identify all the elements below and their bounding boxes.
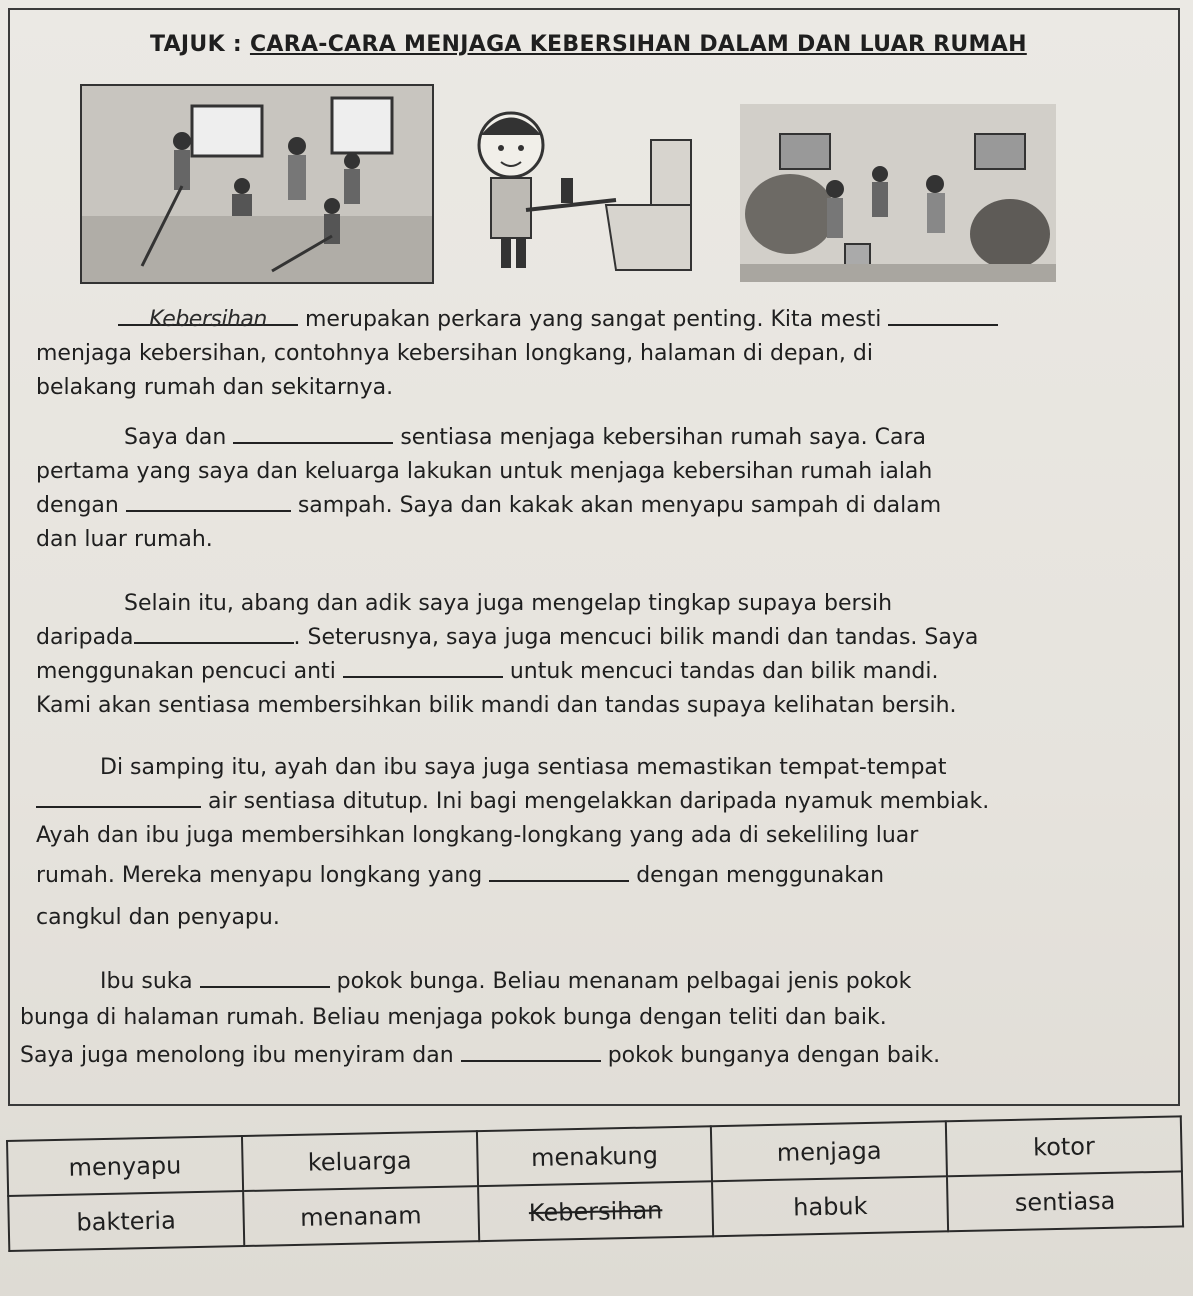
word-bank-cell: habuk	[712, 1176, 948, 1236]
paragraph-2-text-3b: sampah. Saya dan kakak akan menyapu sampah di dalam	[297, 493, 942, 518]
answer-blank-6[interactable]	[343, 654, 503, 678]
paragraph-5-line-2: bunga di halaman rumah. Beliau menjaga pokok bunga dengan teliti dan baik.	[20, 1005, 887, 1030]
paragraph-1-text-1: merupakan perkara yang sangat penting. Kita mesti	[305, 307, 882, 332]
cleaning-classroom-illustration	[80, 84, 434, 284]
paragraph-2-line-3	[36, 488, 941, 524]
paragraph-5-text-1b: pokok bunga. Beliau menanam pelbagai jenis pokok	[336, 969, 912, 994]
paragraph-1-line-2: menjaga kebersihan, contohnya kebersihan longkang, halaman di depan, di	[36, 341, 873, 366]
word-bank-cell: menakung	[477, 1126, 713, 1186]
paragraph-4-text-2: air sentiasa ditutup. Ini bagi mengelakkan daripada nyamuk membiak.	[208, 789, 990, 814]
answer-blank-4[interactable]	[126, 488, 291, 512]
paragraph-3-text-2a: daripada	[36, 625, 134, 650]
paragraph-2-text-1a: Saya dan	[124, 425, 227, 450]
word-bank-cell-crossed: Kebersihan	[478, 1181, 714, 1241]
paragraph-5-line-3	[20, 1038, 940, 1074]
paragraph-2-line-1	[124, 420, 926, 456]
word-bank-cell: sentiasa	[947, 1171, 1183, 1231]
paragraph-4-line-1: Di samping itu, ayah dan ibu saya juga sentiasa memastikan tempat-tempat	[100, 755, 947, 780]
answer-blank-10[interactable]	[461, 1038, 601, 1062]
answer-blank-7[interactable]	[36, 784, 201, 808]
paragraph-2-text-3a: dengan	[36, 493, 119, 518]
answer-blank-1[interactable]	[118, 302, 298, 332]
paragraph-5-line-1	[100, 964, 911, 1000]
paragraph-3-text-3b: untuk mencuci tandas dan bilik mandi.	[509, 659, 939, 684]
paragraph-1-line-3: belakang rumah dan sekitarnya.	[36, 375, 394, 400]
word-bank-cell: menyapu	[7, 1136, 243, 1196]
paragraph-5-text-3a: Saya juga menolong ibu menyiram dan	[20, 1043, 454, 1068]
handwritten-answer: Kebersihan	[149, 307, 267, 332]
paragraph-3-line-4: Kami akan sentiasa membersihkan bilik mandi dan tandas supaya kelihatan bersih.	[36, 693, 957, 718]
paragraph-1-line-1	[118, 302, 998, 338]
word-bank-cell: bakteria	[8, 1191, 244, 1251]
word-bank-cell: menjaga	[711, 1121, 947, 1181]
paragraph-4-line-4	[36, 858, 884, 894]
paragraph-4-line-5: cangkul dan penyapu.	[36, 905, 280, 930]
title-prefix: TAJUK :	[150, 32, 250, 57]
paragraph-4-line-2	[36, 784, 989, 820]
word-bank-cell: kotor	[946, 1116, 1182, 1176]
paragraph-5-text-3b: pokok bunganya dengan baik.	[607, 1043, 941, 1068]
answer-blank-9[interactable]	[200, 964, 330, 988]
answer-blank-8[interactable]	[489, 858, 629, 882]
answer-blank-3[interactable]	[233, 420, 393, 444]
paragraph-5-text-1a: Ibu suka	[100, 969, 193, 994]
worksheet-title	[150, 32, 1027, 57]
boy-cleaning-toilet-illustration	[466, 100, 712, 290]
word-bank-cell: keluarga	[242, 1131, 478, 1191]
paragraph-4-text-4a: rumah. Mereka menyapu longkang yang	[36, 863, 483, 888]
children-gardening-illustration	[740, 104, 1056, 282]
paragraph-4-text-4b: dengan menggunakan	[636, 863, 885, 888]
paragraph-3-line-1: Selain itu, abang dan adik saya juga mengelap tingkap supaya bersih	[124, 591, 893, 616]
answer-blank-5[interactable]	[134, 620, 294, 644]
paragraph-2-line-4: dan luar rumah.	[36, 527, 213, 552]
paragraph-3-line-2	[36, 620, 978, 656]
title-text: CARA-CARA MENJAGA KEBERSIHAN DALAM DAN LUAR RUMAH	[249, 32, 1027, 57]
paragraph-3-text-3a: menggunakan pencuci anti	[36, 659, 336, 684]
paragraph-3-text-2b: . Seterusnya, saya juga mencuci bilik mandi dan tandas. Saya	[293, 625, 979, 650]
paragraph-2-text-1b: sentiasa menjaga kebersihan rumah saya. Cara	[400, 425, 926, 450]
paragraph-4-line-3: Ayah dan ibu juga membersihkan longkang-longkang yang ada di sekeliling luar	[36, 823, 919, 848]
answer-blank-2[interactable]	[888, 302, 998, 326]
word-bank-cell: menanam	[243, 1186, 479, 1246]
paragraph-3-line-3	[36, 654, 938, 690]
word-bank-table	[6, 1115, 1184, 1252]
paragraph-2-line-2: pertama yang saya dan keluarga lakukan untuk menjaga kebersihan rumah ialah	[36, 459, 933, 484]
